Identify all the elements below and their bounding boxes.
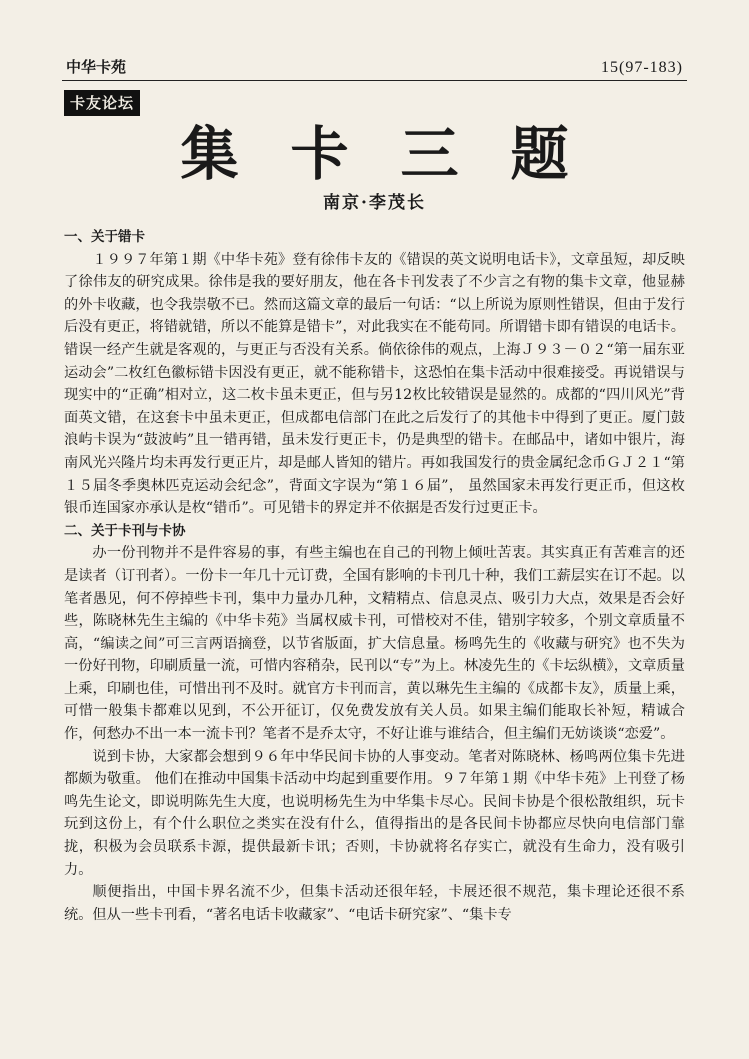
publication-name: 中华卡苑 [66,58,127,76]
article-title: 集卡三题 [180,120,621,188]
paragraph: 办一份刊物并不是件容易的事，有些主编也在自己的刊物上倾吐苦衷。其实真正有苦难言的还是读者（订刊者）。一份卡一年几十元订费，全国有影响的卡刊几十种，我们工薪层实在订不起。以笔者愚见，何不停掉些卡刊，集中力量办几种，文精精点、信息灵点、吸引力大点，效果是否会好些，陈晓林先生主编的《中华卡苑》当属权威卡刊，可惜校对不佳，错别字较多，个别文章质量不高，“编读之间”可三言两语摘登，以节省版面，扩大信息量。杨鸣先生的《收藏与研究》也不失为一份好刊物，印刷质量一流，可惜内容稍杂，民刊以“专”为上。林凌先生的《卡坛纵横》，文章质量上乘，印刷也佳，可惜出刊不及时。就官方卡刊而言，黄以琳先生主编的《成都卡友》，质量上乘，可惜一般集卡都难以见到，不公开征订，仅免费发放有关人员。如果主编们能取长补短，精诚合作，何愁办不出一本一流卡刊？笔者不是乔太守，不好让谁与谁结合，但主编们无妨谈谈“恋爱”。 [64,545,685,743]
paragraph: 说到卡协，大家都会想到９６年中华民间卡协的人事变动。笔者对陈晓林、杨鸣两位集卡先进都颇为敬重。 他们在推动中国集卡活动中均起到重要作用。９７年第１期《中华卡苑》上刊登了杨鸣先生论文，即说明陈先生大度，也说明杨先生为中华集卡尽心。民间卡协是个很松散组织，玩卡玩到这份上，有个什么职位之类实在没有什么，值得指出的是各民间卡协都应尽快向电信部门靠拢，积极为会员联系卡源，提供最新卡讯；否则，卡协就将名存实亡，就没有生命力，没有吸引力。 [64,748,685,878]
page-reference: 15(97-183) [601,59,683,76]
paragraph: １９９７年第１期《中华卡苑》登有徐伟卡友的《错误的英文说明电话卡》，文章虽短，却反映了徐伟友的研究成果。徐伟是我的要好朋友，他在各卡刊发表了不少言之有物的集卡文章，他显赫的外卡收藏，也令我崇敬不已。然而这篇文章的最后一句话：“以上所说为原则性错误，但由于发行后没有更正，将错就错，所以不能算是错卡”，对此我实在不能苟同。所谓错卡即有错误的电话卡。错误一经产生就是客观的，与更正与否没有关系。倘依徐伟的观点，上海Ｊ９３－０２“第一届东亚运动会”二枚红色徽标错卡因没有更正，就不能称错卡，这恐怕在集卡活动中很难接受。再说错误与现实中的“正确”相对立，这二枚卡虽未更正，但与另12枚比较错误是显然的。成都的“四川风光”背面英文错，在这套卡中虽未更正，但成都电信部门在此之后发行了的其他卡中得到了更正。厦门鼓浪屿卡误为“鼓波屿”且一错再错，虽未发行更正卡，仍是典型的错卡。在邮品中，诸如中银片，海南风光兴隆片均未再发行更正片，却是邮人皆知的错片。再如我国发行的贵金属纪念币ＧＪ２１“第１５届冬季奥林匹克运动会纪念”，背面文字误为“第１６届”， 虽然国家未再发行更正币，但这枚银币连国家亦承认是枚“错币”。可见错卡的界定并不依据是否发行过更正卡。 [64,251,685,517]
column-tag: 卡友论坛 [64,90,140,116]
section-heading-misprint-cards: 一、关于错卡 [64,229,145,245]
article-author: 南京·李茂长 [323,193,426,213]
section-heading-periodicals-associations: 二、关于卡刊与卡协 [64,522,186,539]
paragraph: 顺便指出，中国卡界名流不少，但集卡活动还很年轻，卡展还很不规范，集卡理论还很不系统。但从一些卡刊看，“著名电话卡收藏家”、“电话卡研究家”、“集卡专 [64,884,685,923]
page-header [62,50,687,81]
article-body [64,226,685,926]
